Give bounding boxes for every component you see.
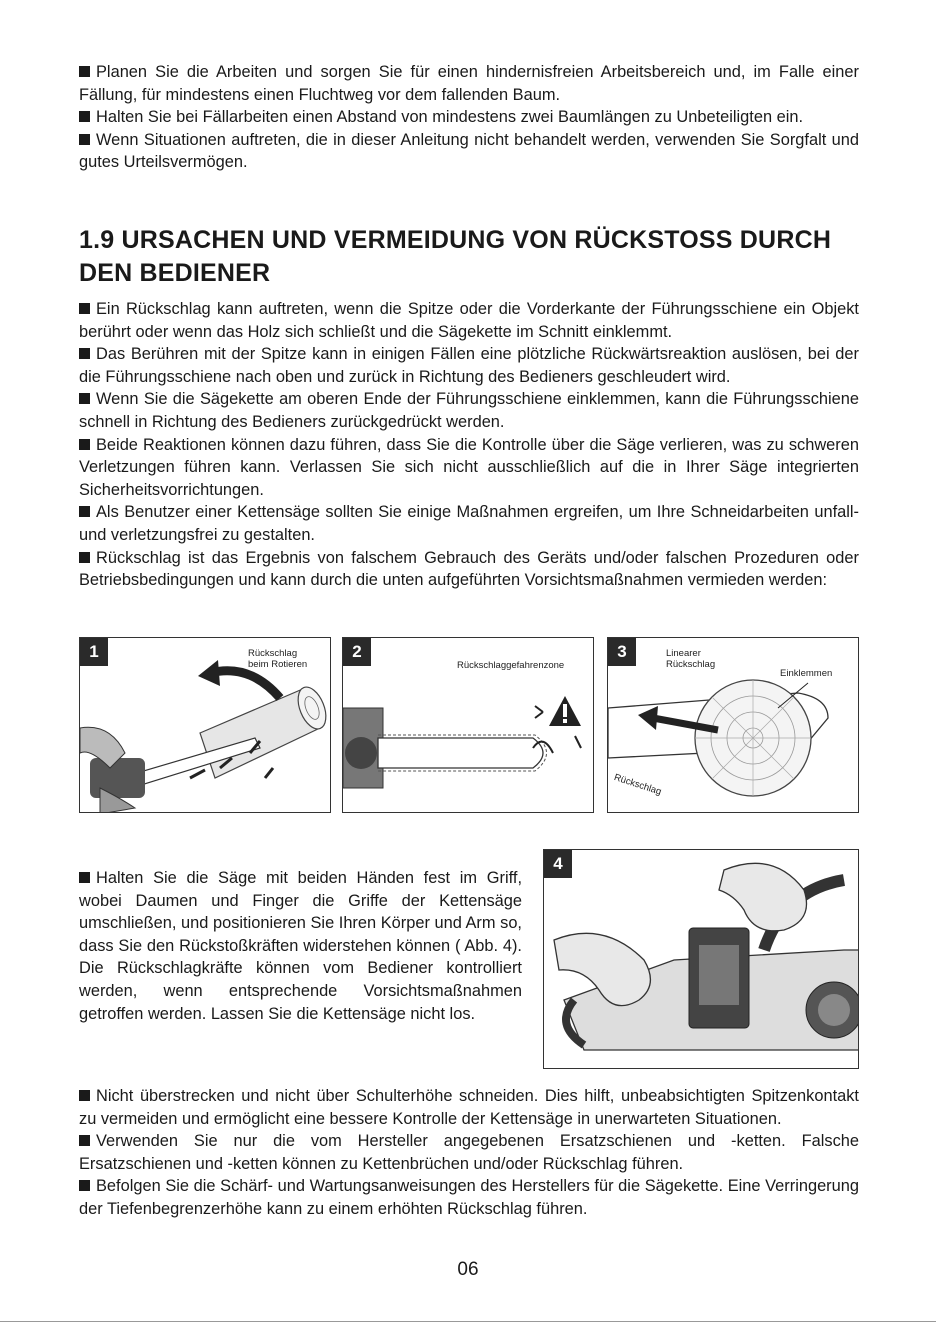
bullet-icon [79,1135,90,1146]
figure-2-kickback-zone [342,637,594,813]
figure-3-linear-label: Linearer Rückschlag [666,648,716,670]
intro-paragraph: Planen Sie die Arbeiten und sorgen Sie für einen hindernisfreien Arbeitsbereich und, im Falle einer Fällung, für mindestens einen Fluchtweg vor dem fallenden Baum. [79,63,859,104]
figure-number: 1 [80,638,108,666]
bullet-icon [79,66,90,77]
figure-2-label: Rückschlaggefahrenzone [457,660,565,671]
figure-4-two-hand-grip [543,849,859,1069]
final-paragraph: Nicht überstrecken und nicht über Schulterhöhe schneiden. Dies hilft, unbeabsichtigten Spitzenkontakt zu vermeiden und ermöglicht eine bessere Kontrolle der Kettensäge in unerwarteten Situationen. [79,1087,859,1128]
bullet-icon [79,111,90,122]
bullet-icon [79,439,90,450]
kickback-paragraph: Rückschlag ist das Ergebnis von falschem Gebrauch des Geräts und/oder falschen Prozeduren oder Betriebsbedingungen und kann durch die unten aufgeführten Vorsichtsmaßnahmen vermieden werden: [79,548,859,590]
bullet-icon [79,348,90,359]
bullet-icon [79,552,90,563]
bullet-icon [79,1090,90,1101]
figure-number: 4 [544,850,572,878]
bullet-icon [79,393,90,404]
final-section [79,1085,859,1221]
bullet-icon [79,872,90,883]
kickback-section [79,298,859,592]
final-paragraph: Befolgen Sie die Schärf- und Wartungsanweisungen des Herstellers für die Sägekette. Eine Verringerung der Tiefenbegrenzerhöhe kann zu einem erhöhten Rückschlag führen. [79,1177,859,1218]
grip-paragraph: Halten Sie die Säge mit beiden Händen fest im Griff, wobei Daumen und Finger die Griffe der Kettensäge umschließen, und positionieren Sie Ihren Körper und Arm so, dass Sie den Rückstoßkräften widerstehen können ( Abb. 4). Die Rückschlagkräfte können vom Bediener kontrolliert werden, wenn entsprechende Vorsichtsmaßnahmen getroffen werden. Lassen Sie die Kettensäge nicht los. [79,869,522,1023]
figure-number: 3 [608,638,636,666]
intro-paragraph: Halten Sie bei Fällarbeiten einen Abstand von mindestens zwei Baumlängen zu Unbeteiligten ein. [79,106,859,129]
figure-number: 2 [343,638,371,666]
intro-section [79,61,859,174]
bullet-icon [79,134,90,145]
bullet-icon [79,303,90,314]
page-bottom-border [0,1321,936,1322]
kickback-paragraph: Beide Reaktionen können dazu führen, dass Sie die Kontrolle über die Säge verlieren, was zu schweren Verletzungen führen kann. Verlassen Sie sich nicht ausschließlich auf die in Ihrer Säge integrierten Sicherheitsvorrichtungen. [79,435,859,499]
figure-3-linear-kickback [607,637,859,813]
figure-3-kickback-label: Rückschlag [612,772,663,798]
kickback-paragraph: Ein Rückschlag kann auftreten, wenn die Spitze oder die Vorderkante der Führungsschiene ein Objekt berührt oder wenn das Holz sich schließt und die Sägekette im Schnitt einklemmt. [79,300,859,341]
bullet-icon [79,506,90,517]
figure-1-rotational-kickback [79,637,331,813]
figure-3-pinch-label: Einklemmen [780,668,833,679]
kickback-paragraph: Wenn Sie die Sägekette am oberen Ende der Führungsschiene einklemmen, kann die Führungsschiene schnell in Richtung des Bedieners zurückgedrückt werden. [79,390,859,431]
bullet-icon [79,1180,90,1191]
two-hand-grip-illustration [544,850,859,1069]
grip-section [79,867,522,1025]
page-number: 06 [457,1259,479,1280]
kickback-paragraph: Als Benutzer einer Kettensäge sollten Sie einige Maßnahmen ergreifen, um Ihre Schneidarbeiten unfall- und verletzungsfrei zu gestalten. [79,503,859,544]
final-paragraph: Verwenden Sie nur die vom Hersteller angegebenen Ersatzschienen und -ketten. Falsche Ersatzschienen und -ketten können zu Kettenbrüchen und/oder Rückschlag führen. [79,1132,859,1173]
kickback-paragraph: Das Berühren mit der Spitze kann in einigen Fällen eine plötzliche Rückwärtsreaktion auslösen, bei der die Führungsschiene nach oben und zurück in Richtung des Bedieners geschleudert wird. [79,345,859,386]
intro-paragraph: Wenn Situationen auftreten, die in dieser Anleitung nicht behandelt werden, verwenden Sie Sorgfalt und gutes Urteilsvermögen. [79,130,859,172]
section-title: 1.9 URSACHEN UND VERMEIDUNG VON RÜCKSTOSS DURCH DEN BEDIENER [79,226,832,287]
figure-1-label: Rückschlag beim Rotieren [248,648,308,670]
